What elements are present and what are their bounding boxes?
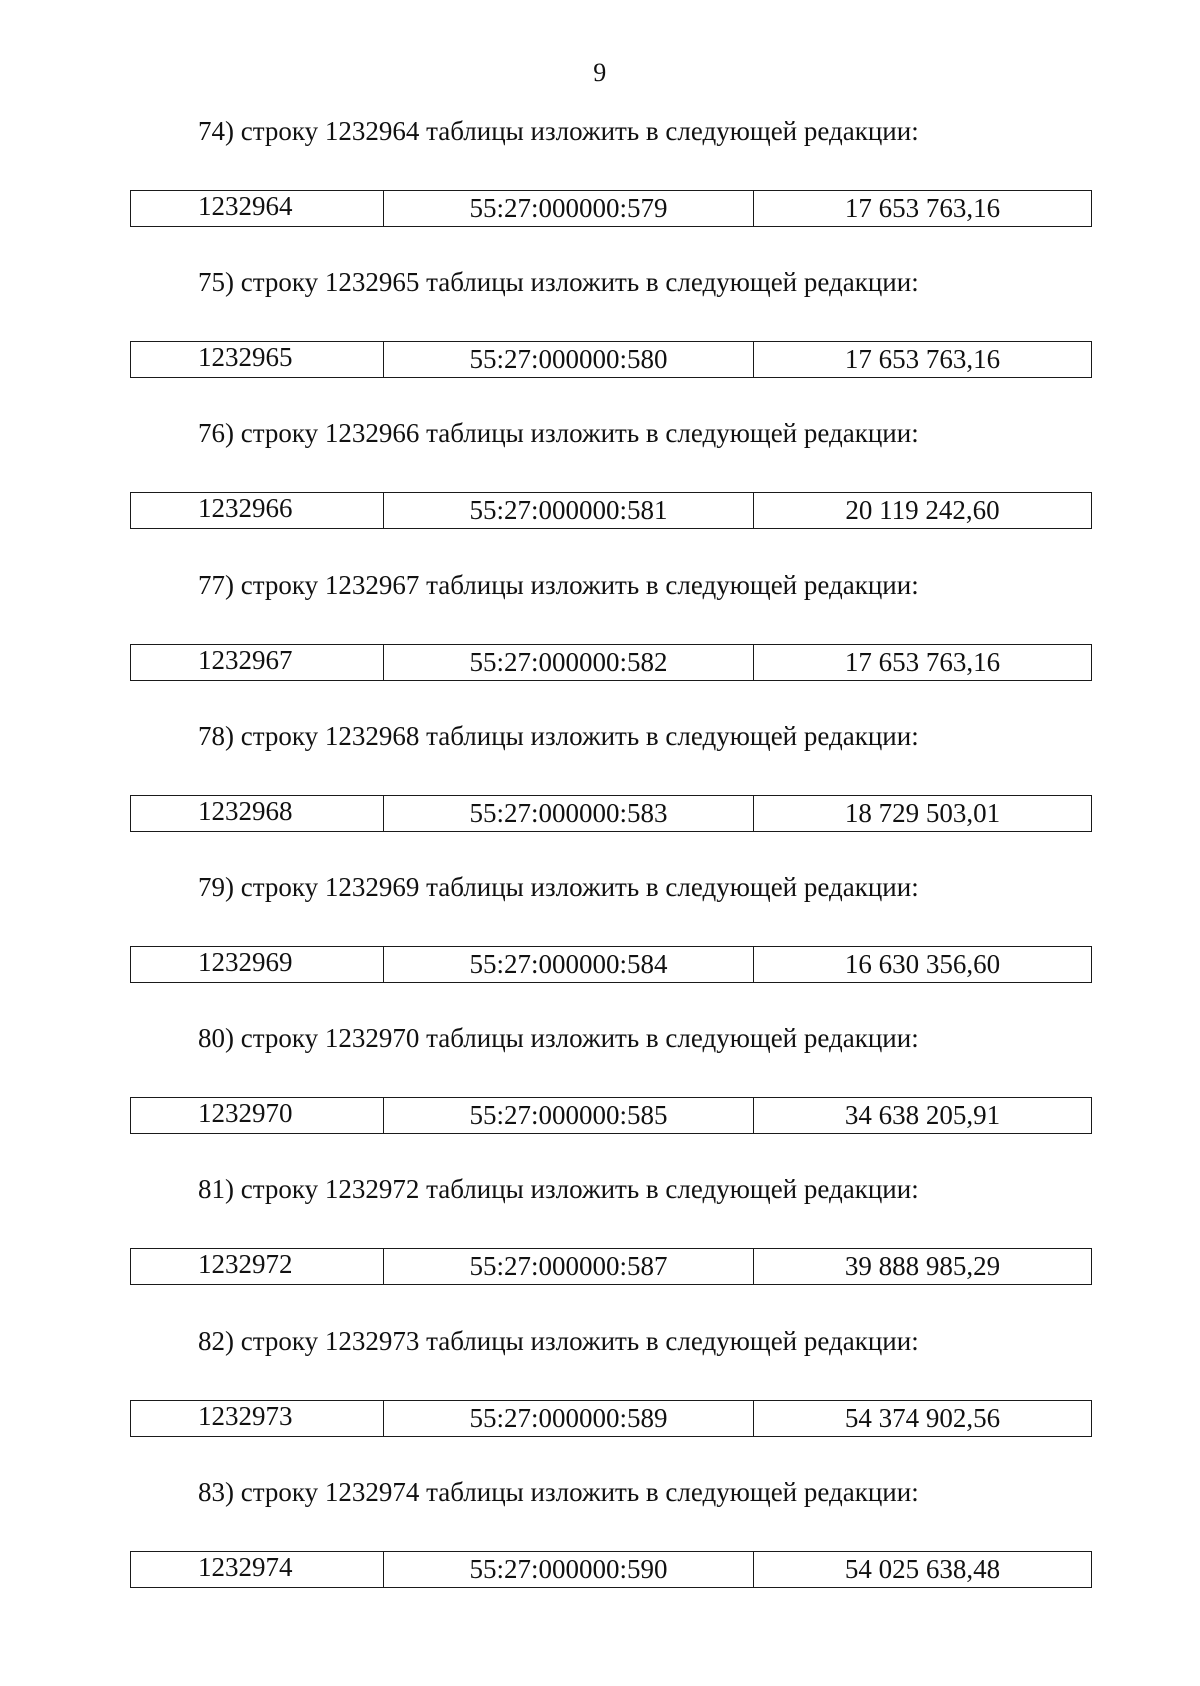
row-number-cell: 1232966 [131, 493, 384, 528]
value-cell: 54 374 902,56 [844, 1402, 1001, 1433]
row-number-cell: 1232967 [131, 645, 384, 680]
cadastral-number-cell: 55:27:000000:590 [384, 1552, 754, 1587]
cadastral-number-cell: 55:27:000000:583 [384, 796, 754, 831]
value-cell: 20 119 242,60 [845, 495, 1000, 526]
table-row [130, 341, 1092, 378]
amendment-instruction: 82) строку 1232973 таблицы изложить в следующей редакции: [198, 1325, 919, 1356]
row-number-cell: 1232972 [131, 1249, 384, 1284]
value-cell: 39 888 985,29 [844, 1251, 1001, 1282]
amendment-instruction: 81) строку 1232972 таблицы изложить в следующей редакции: [198, 1174, 919, 1205]
amendment-item [0, 721, 1200, 872]
amendment-item [0, 872, 1200, 1023]
value-cell: 34 638 205,91 [844, 1100, 1001, 1131]
page-number: 9 [593, 58, 607, 87]
amendment-item [0, 1477, 1200, 1628]
table-row [130, 1248, 1092, 1285]
row-number-cell: 1232973 [131, 1401, 384, 1436]
value-cell: 17 653 763,16 [844, 646, 1001, 677]
value-cell: 54 025 638,48 [844, 1553, 1001, 1584]
cadastral-number-cell: 55:27:000000:581 [384, 493, 754, 528]
value-cell: 18 729 503,01 [844, 797, 1001, 828]
table-row [130, 1400, 1092, 1437]
cadastral-number-cell: 55:27:000000:584 [384, 947, 754, 982]
amendment-instruction: 78) строку 1232968 таблицы изложить в следующей редакции: [198, 720, 919, 751]
amendment-instruction: 74) строку 1232964 таблицы изложить в следующей редакции: [198, 116, 919, 146]
table-row [130, 946, 1092, 983]
row-number-cell: 1232965 [131, 342, 384, 377]
amendment-item [0, 267, 1200, 418]
value-cell: 17 653 763,16 [844, 344, 1001, 375]
table-row [130, 1551, 1092, 1588]
amendment-instruction: 83) строку 1232974 таблицы изложить в следующей редакции: [198, 1476, 919, 1507]
cadastral-number-cell: 55:27:000000:579 [384, 191, 754, 226]
table-row [130, 644, 1092, 681]
table-row [130, 190, 1092, 227]
amendment-item [0, 1023, 1200, 1174]
amendment-instruction: 76) строку 1232966 таблицы изложить в следующей редакции: [198, 418, 919, 449]
amendment-item [0, 1326, 1200, 1477]
row-number-cell: 1232974 [131, 1552, 384, 1587]
value-cell: 17 653 763,16 [844, 193, 1001, 223]
amendment-item [0, 418, 1200, 569]
amendment-instruction: 80) строку 1232970 таблицы изложить в следующей редакции: [198, 1023, 919, 1054]
amendment-item [0, 1174, 1200, 1325]
table-row [130, 795, 1092, 832]
amendment-list [0, 116, 1200, 1628]
amendment-instruction: 77) строку 1232967 таблицы изложить в следующей редакции: [198, 569, 919, 600]
amendment-instruction: 79) строку 1232969 таблицы изложить в следующей редакции: [198, 871, 919, 902]
cadastral-number-cell: 55:27:000000:589 [384, 1401, 754, 1436]
amendment-item [0, 570, 1200, 721]
row-number-cell: 1232968 [131, 796, 384, 831]
cadastral-number-cell: 55:27:000000:580 [384, 342, 754, 377]
amendment-item [0, 116, 1200, 267]
cadastral-number-cell: 55:27:000000:585 [384, 1098, 754, 1133]
row-number-cell: 1232970 [131, 1098, 384, 1133]
cadastral-number-cell: 55:27:000000:582 [384, 645, 754, 680]
table-row [130, 1097, 1092, 1134]
value-cell: 16 630 356,60 [844, 948, 1001, 979]
amendment-instruction: 75) строку 1232965 таблицы изложить в следующей редакции: [198, 267, 919, 298]
table-row [130, 492, 1092, 529]
row-number-cell: 1232969 [131, 947, 384, 982]
cadastral-number-cell: 55:27:000000:587 [384, 1249, 754, 1284]
row-number-cell: 1232964 [131, 191, 384, 226]
